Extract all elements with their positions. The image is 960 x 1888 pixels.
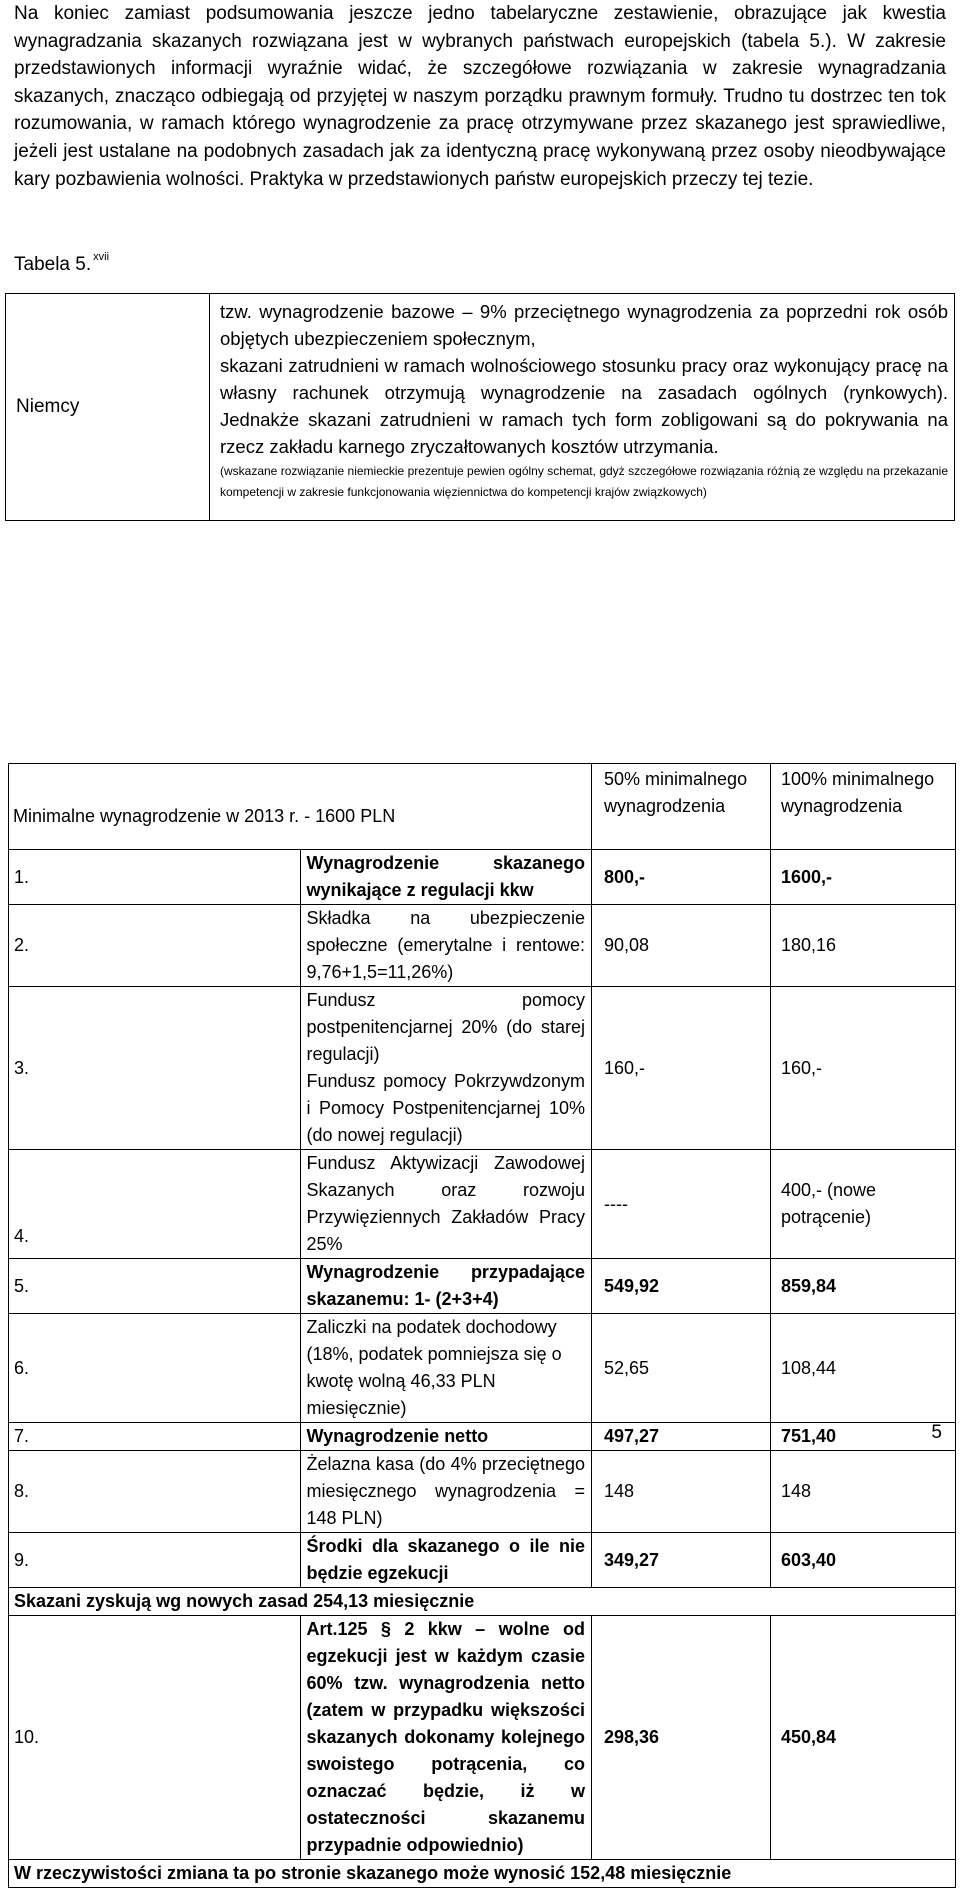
row-value-100: 603,40: [771, 1533, 956, 1588]
row-description: Środki dla skazanego o ile nie będzie egzekucji: [300, 1533, 592, 1588]
summary-text: Skazani zyskują wg nowych zasad 254,13 miesięcznie: [9, 1588, 956, 1616]
header-col-100: 100% minimalnego wynagrodzenia: [771, 764, 956, 850]
description-note: (wskazane rozwiązanie niemieckie prezentuje pewien ogólny schemat, gdyż szczegółowe rozwiązania różnią ze względu na przekazanie kompetencji w zakresie funkcjonowania więziennictwa do kompetencji krajów związkowych): [220, 464, 948, 499]
row-value-50: 52,65: [592, 1314, 771, 1423]
intro-paragraph: Na koniec zamiast podsumowania jeszcze jedno tabelaryczne zestawienie, obrazujące jak kwestia wynagradzania skazanych rozwiązana jest w wybranych państwach europejskich (tabela 5.). W zakresie przedstawionych informacji wyraźnie widać, że szczegółowe rozwiązania w zakresie wynagradzania skazanych, znacząco odbiegają od przyjętej w naszym porządku prawnym formuły. Trudno tu dostrzec ten tok rozumowania, w ramach którego wynagrodzenie za pracę otrzymywane przez skazanego jest sprawiedliwe, jeżeli jest ustalane na podobnych zasadach jak za identyczną pracę wykonywaną przez osoby nieodbywające kary pozbawienia wolności. Praktyka w przedstawionych państw europejskich przeczy tej tezie.: [14, 3, 946, 190]
country-cell: Niemcy: [6, 294, 210, 521]
description-line: tzw. wynagrodzenie bazowe – 9% przeciętnego wynagrodzenia za poprzedni rok osób objętych ubezpieczeniem społecznym,: [220, 301, 948, 349]
row-value-50: 160,-: [592, 987, 771, 1150]
row-description: Fundusz Aktywizacji Zawodowej Skazanych oraz rozwoju Przywięziennych Zakładów Pracy 25%: [300, 1150, 592, 1259]
row-value-100: 400,- (nowe potrącenie): [771, 1150, 956, 1259]
row-value-50: 148: [592, 1451, 771, 1533]
row-description: [300, 1314, 592, 1423]
row-value-100: 180,16: [771, 905, 956, 987]
table-caption-label: Tabela 5.: [14, 254, 92, 275]
row-description: Wynagrodzenie netto: [300, 1423, 592, 1451]
summary-row: [9, 1860, 956, 1888]
row-value-50: 298,36: [592, 1616, 771, 1860]
row-value-100: 859,84: [771, 1259, 956, 1314]
row-value-100: 160,-: [771, 987, 956, 1150]
table-row: [9, 1259, 956, 1314]
row-value-50: 497,27: [592, 1423, 771, 1451]
row-value-100: 148: [771, 1451, 956, 1533]
row-value-50: 90,08: [592, 905, 771, 987]
table-row: [9, 1314, 956, 1423]
row-value-100: 1600,-: [771, 850, 956, 905]
row-value-50: 800,-: [592, 850, 771, 905]
row-description: Art.125 § 2 kkw – wolne od egzekucji jest w każdym czasie 60% tzw. wynagrodzenia netto (zatem w przypadku większości skazanych dokonamy kolejnego swoistego potrącenia, co oznaczać będzie, iż w ostateczności skazanemu przypadnie odpowiednio): [300, 1616, 592, 1860]
row-description: Wynagrodzenie skazanego wynikające z regulacji kkw: [300, 850, 592, 905]
row-number: 10.: [9, 1616, 301, 1860]
table-header-row: [9, 764, 956, 850]
row-value-100: 108,44: [771, 1314, 956, 1423]
table-row: [9, 1533, 956, 1588]
table-row: [6, 294, 955, 521]
footnote-reference[interactable]: xvii: [93, 251, 110, 263]
wage-calculation-table: [8, 763, 956, 1888]
row-description-line: (18%, podatek pomniejsza się o kwotę wolną 46,33 PLN miesięcznie): [306, 1344, 562, 1418]
row-number: 8.: [9, 1451, 301, 1533]
row-number: 6.: [9, 1314, 301, 1423]
header-col-50: 50% minimalnego wynagrodzenia: [592, 764, 771, 850]
row-number: 4.: [9, 1150, 301, 1259]
description-cell: [210, 294, 955, 521]
header-title: Minimalne wynagrodzenie w 2013 r. - 1600 PLN: [9, 764, 592, 850]
row-description-line: Fundusz pomocy postpenitencjarnej 20% (do starej regulacji): [306, 990, 585, 1064]
description-line: skazani zatrudnieni w ramach wolnościowego stosunku pracy oraz wykonujący pracę na własny rachunek otrzymują wynagrodzenie na zasadach ogólnych (rynkowych). Jednakże skazani zatrudnieni w ramach tych form zobligowani są do pokrywania na rzecz zakładu karnego zryczałtowanych kosztów utrzymania.: [220, 355, 948, 457]
row-number: 5.: [9, 1259, 301, 1314]
row-value-50: ----: [592, 1150, 771, 1259]
table-row: [9, 850, 956, 905]
row-number: 1.: [9, 850, 301, 905]
row-number: 7.: [9, 1423, 301, 1451]
table-row: [9, 987, 956, 1150]
row-description: Wynagrodzenie przypadające skazanemu: 1- (2+3+4): [300, 1259, 592, 1314]
page-number: 5: [931, 1422, 942, 1443]
row-number: 3.: [9, 987, 301, 1150]
summary-row: [9, 1588, 956, 1616]
row-description: Żelazna kasa (do 4% przeciętnego miesięcznego wynagrodzenia = 148 PLN): [300, 1451, 592, 1533]
table-row: [9, 1616, 956, 1860]
row-number: 2.: [9, 905, 301, 987]
row-description: Składka na ubezpieczenie społeczne (emerytalne i rentowe: 9,76+1,5=11,26%): [300, 905, 592, 987]
row-description-line: Fundusz pomocy Pokrzywdzonym i Pomocy Postpenitencjarnej 10% (do nowej regulacji): [306, 1071, 585, 1145]
row-number: 9.: [9, 1533, 301, 1588]
table-row: [9, 1423, 956, 1451]
table-row: [9, 1150, 956, 1259]
germany-table: [5, 293, 955, 521]
row-description: [300, 987, 592, 1150]
table-row: [9, 1451, 956, 1533]
summary-text: W rzeczywistości zmiana ta po stronie skazanego może wynosić 152,48 miesięcznie: [9, 1860, 956, 1888]
row-value-100: 450,84: [771, 1616, 956, 1860]
row-value-50: 549,92: [592, 1259, 771, 1314]
row-value-50: 349,27: [592, 1533, 771, 1588]
row-value-100: 751,40: [771, 1423, 956, 1451]
table-row: [9, 905, 956, 987]
row-description-line: Zaliczki na podatek dochodowy: [306, 1317, 557, 1337]
table-caption: [14, 245, 109, 277]
